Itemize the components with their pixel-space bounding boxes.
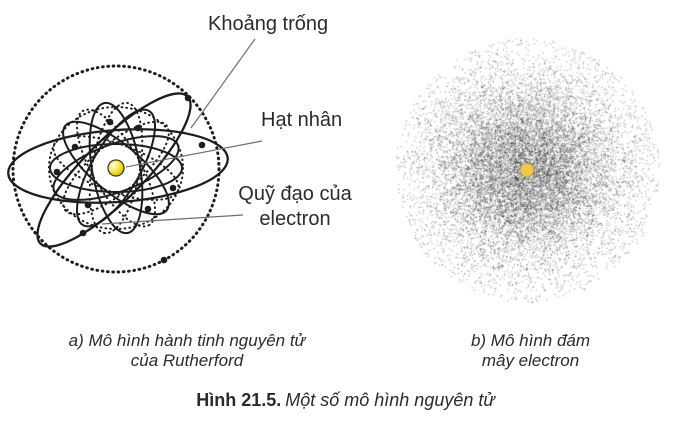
caption-a-line1: a) Mô hình hành tinh nguyên tử [68,331,306,350]
caption-b-line1: b) Mô hình đám [470,331,591,350]
rutherford-model-diagram [0,0,370,330]
figure-caption [0,390,691,411]
electron-dot [80,230,87,237]
caption-a-line2: của Rutherford [130,351,244,370]
empty-space-label: Khoảng trống [208,13,329,35]
caption-b-line2: mây electron [481,351,580,370]
electron-dot [54,169,61,176]
caption-a [22,331,352,371]
electron-dot [170,185,177,192]
electron-dot [107,119,114,126]
electron-dot [145,206,152,213]
figure-caption-text: Một số mô hình nguyên tử [285,390,495,410]
electron-dot [161,257,168,264]
electron-dot [185,95,192,102]
empty-space-pointer-line [191,39,255,128]
nucleus-pointer-line [126,141,262,167]
electron-cloud-diagram [390,30,670,310]
electron-dot [72,144,79,151]
electron-dot [85,202,92,209]
caption-b [428,331,633,371]
nucleus-label: Hạt nhân [261,109,343,131]
electron-orbit-label-line2: electron [259,208,331,230]
electron-dot [135,125,142,132]
nucleus-icon [108,160,124,176]
electron-dot [199,142,206,149]
electron-orbit-label [225,182,365,232]
electron-orbit-label-line1: Quỹ đạo của [238,183,352,205]
figure-caption-number: Hình 21.5. [196,390,282,410]
